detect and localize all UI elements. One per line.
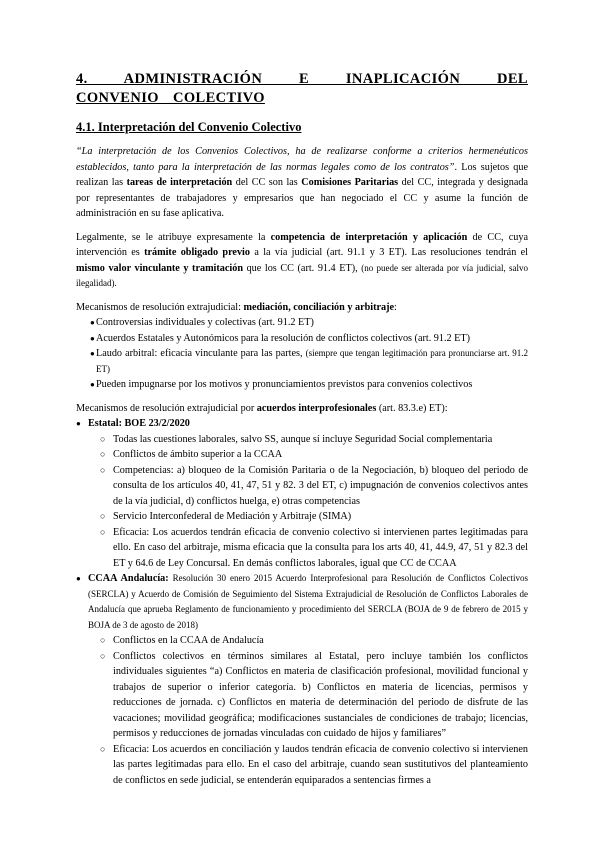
quote-text: “La interpretación de los Convenios Colectivos, ha de realizarse conforme a criterios hermenéuticos establecidos, tanto para la interpretación de las normas legales como de los contratos” bbox=[76, 146, 528, 173]
list-item: ○ Conflictos de ámbito superior a la CCAA bbox=[88, 447, 528, 463]
list-item: ○ Todas las cuestiones laborales, salvo SS, aunque sí incluye Seguridad Social complementaria bbox=[88, 432, 528, 448]
list-item: ● Laudo arbitral: eficacia vinculante para las partes, (siempre que tengan legitimación para pronunciarse art. 91.2 ET) bbox=[76, 346, 528, 377]
agreements-list bbox=[76, 416, 528, 788]
andalucia-sublist bbox=[88, 633, 528, 788]
estatal-sublist bbox=[88, 432, 528, 572]
document-page bbox=[76, 70, 528, 788]
list-item: ● Acuerdos Estatales y Autonómicos para la resolución de conflictos colectivos (art. 91.2 ET) bbox=[76, 331, 528, 347]
list-item: ○ Conflictos colectivos en términos similares al Estatal, pero incluye también los conflictos individuales siguientes “a) Conflictos en materia de clasificación profesional, movilidad funcional y trabajos de superior o inferior categoría. b) Conflictos en materia de licencias, permisos y reducciones de jornada. c) Conflictos en materia de determinación del periodo de disfrute de las vacaciones; movilidad geográfica; modificaciones sustanciales de condiciones de trabajo; licencias, permisos y reducciones de jornadas vinculadas con cuidado de hijos y familiares” bbox=[88, 649, 528, 742]
list-item: ● Pueden impugnarse por los motivos y pronunciamientos previstos para convenios colectivos bbox=[76, 377, 528, 393]
mechanisms-list bbox=[76, 315, 528, 393]
list-item: ○ Eficacia: Los acuerdos en conciliación y laudos tendrán eficacia de convenio colectivo si intervienen las partes legitimadas para ello. En el caso del arbitraje, cuando sean sustitutivos del planteamiento de conflictos en sede judicial, se entenderán equiparados a sentencias firmes a bbox=[88, 742, 528, 789]
section-heading: 4. ADMINISTRACIÓN E INAPLICACIÓN DEL CONVENIO COLECTIVO bbox=[76, 71, 528, 106]
subsection-heading: 4.1. Interpretación del Convenio Colectivo bbox=[76, 120, 302, 134]
list-item: ● Controversias individuales y colectivas (art. 91.2 ET) bbox=[76, 315, 528, 331]
list-item: ○ Conflictos en la CCAA de Andalucía bbox=[88, 633, 528, 649]
list-item: ○ Competencias: a) bloqueo de la Comisión Paritaria o de la Negociación, b) bloqueo del periodo de consulta de los artículos 40, 41, 47, 51 y 82. 3 del ET, c) impugnación de convenios colectivos antes de la vía judicial, d) conflictos huelga, e) otras competencias bbox=[88, 463, 528, 510]
paragraph-interpretation: “La interpretación de los Convenios Colectivos, ha de realizarse conforme a criterios hermenéuticos establecidos, tanto para la interpretación de las normas legales como de los contratos”. Los sujetos que realizan las tareas de interpretación del CC son las Comisiones Paritarias del CC, integrada y designada por representantes de trabajadores y empresarios que han negociado el CC y asume la función de administración en su fase aplicativa. bbox=[76, 146, 529, 219]
paragraph-mechanisms: Mecanismos de resolución extrajudicial: mediación, conciliación y arbitraje: bbox=[76, 301, 397, 313]
list-item: ○ Eficacia: Los acuerdos tendrán eficacia de convenio colectivo si intervienen partes legitimadas para ello. En caso del arbitraje, misma eficacia que la consulta para los arts 40, 41, 44.9, 47, 51 y 82.3 del ET y 64.6 de Ley Concursal. En demás conflictos laborales, igual que CC de CCAA bbox=[88, 525, 528, 572]
list-item: ○ Servicio Interconfederal de Mediación y Arbitraje (SIMA) bbox=[88, 509, 528, 525]
list-item-andalucia: ● CCAA Andalucía: Resolución 30 enero 2015 Acuerdo Interprofesional para Resolución de Conflictos Colectivos (SERCLA) y Acuerdo de Comisión de Seguimiento del Sistema Extrajudicial de Resolución de Conflictos Laborales de Andalucía que aprueba Reglamento de funcionamiento y procedimiento del SERCLA (BOJA de 9 de febrero de 2015 y BOJA de 3 de agosto de 2018) ○ Conflictos en la CCAA de Andalucía ○ Conflictos colectivos en términos similares al Estatal, pero incluye también los conflictos individuales siguientes “a) Conflictos en materia de clasificación profesional, movilidad funcional y trabajos de superior o inferior categoría. b) Conflictos en materia de licencias, permisos y reducciones de jornada. c) Conflictos en materia de determinación del periodo de disfrute de las vacaciones; movilidad geográfica; modificaciones sustanciales de condiciones de trabajo; licencias, permisos y reducciones de jornadas vinculadas con cuidado de hijos y familiares” ○ Eficacia: Los acuerdos en conciliación y laudos tendrán eficacia de convenio colectivo si intervienen las partes legitimadas para ello. En el caso del arbitraje, cuando sean sustitutivos del planteamiento de conflictos en sede judicial, se entenderán equiparados a sentencias firmes a bbox=[76, 571, 528, 788]
list-item-estatal: ● Estatal: BOE 23/2/2020 ○ Todas las cuestiones laborales, salvo SS, aunque sí incluye Seguridad Social complementaria ○ Conflictos de ámbito superior a la CCAA ○ Competencias: a) bloqueo de la Comisión Paritaria o de la Negociación, b) bloqueo del periodo de consulta de los artículos 40, 41, 47, 51 y 82. 3 del ET, c) impugnación de convenios colectivos antes de la vía judicial, d) conflictos huelga, e) otras competencias ○ Servicio Interconfederal de Mediación y Arbitraje (SIMA) ○ Eficacia: Los acuerdos tendrán eficacia de convenio colectivo si intervienen partes legitimadas para ello. En caso del arbitraje, misma eficacia que la consulta para los arts 40, 41, 44.9, 47, 51 y 82.3 del ET y 64.6 de Ley Concursal. En demás conflictos laborales, igual que CC de CCAA bbox=[76, 416, 528, 571]
paragraph-agreements: Mecanismos de resolución extrajudicial por acuerdos interprofesionales (art. 83.3.e) ET): bbox=[76, 402, 448, 414]
paragraph-legal: Legalmente, se le atribuye expresamente la competencia de interpretación y aplicación de CC, cuya intervención es trámite obligado previo a la vía judicial (art. 91.1 y 3 ET). Las resoluciones tendrán el mismo valor vinculante y tramitación que los CC (art. 91.4 ET), (no puede ser alterada por vía judicial, salvo ilegalidad). bbox=[76, 231, 529, 288]
